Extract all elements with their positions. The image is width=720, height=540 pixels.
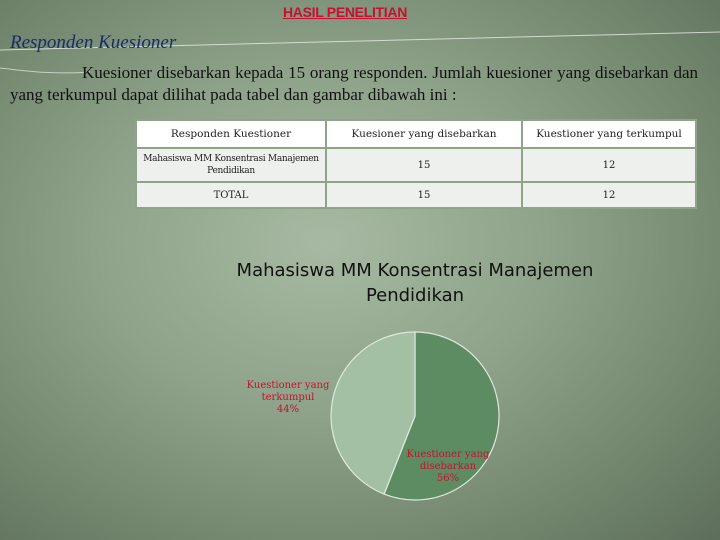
table-cell-responden: Mahasiswa MM Konsentrasi Manajemen Pendidikan xyxy=(136,148,326,182)
table-header-responden: Responden Kuestioner xyxy=(136,120,326,148)
pie-slice-label: Kuestioner yang disebarkan 56% xyxy=(406,449,490,484)
table-cell-total-terkumpul: 12 xyxy=(522,182,696,208)
slide-heading: HASIL PENELITIAN xyxy=(282,4,408,20)
section-title: Responden Kuesioner xyxy=(10,32,177,53)
pie-slice-label: Kuestioner yang terkumpul 44% xyxy=(246,380,330,415)
intro-paragraph: Kuesioner disebarkan kepada 15 orang responden. Jumlah kuesioner yang disebarkan dan yang terkumpul dapat dilihat pada tabel dan gambar dibawah ini : xyxy=(10,63,698,104)
chart-title: Mahasiswa MM Konsentrasi Manajemen Pendidikan xyxy=(236,260,594,306)
table-header-terkumpul: Kuestioner yang terkumpul xyxy=(522,120,696,148)
table-header-disebarkan: Kuesioner yang disebarkan xyxy=(326,120,522,148)
table-cell-disebarkan: 15 xyxy=(326,148,522,182)
table-cell-total-disebarkan: 15 xyxy=(326,182,522,208)
table-cell-total-label: TOTAL xyxy=(136,182,326,208)
table-cell-terkumpul: 12 xyxy=(522,148,696,182)
